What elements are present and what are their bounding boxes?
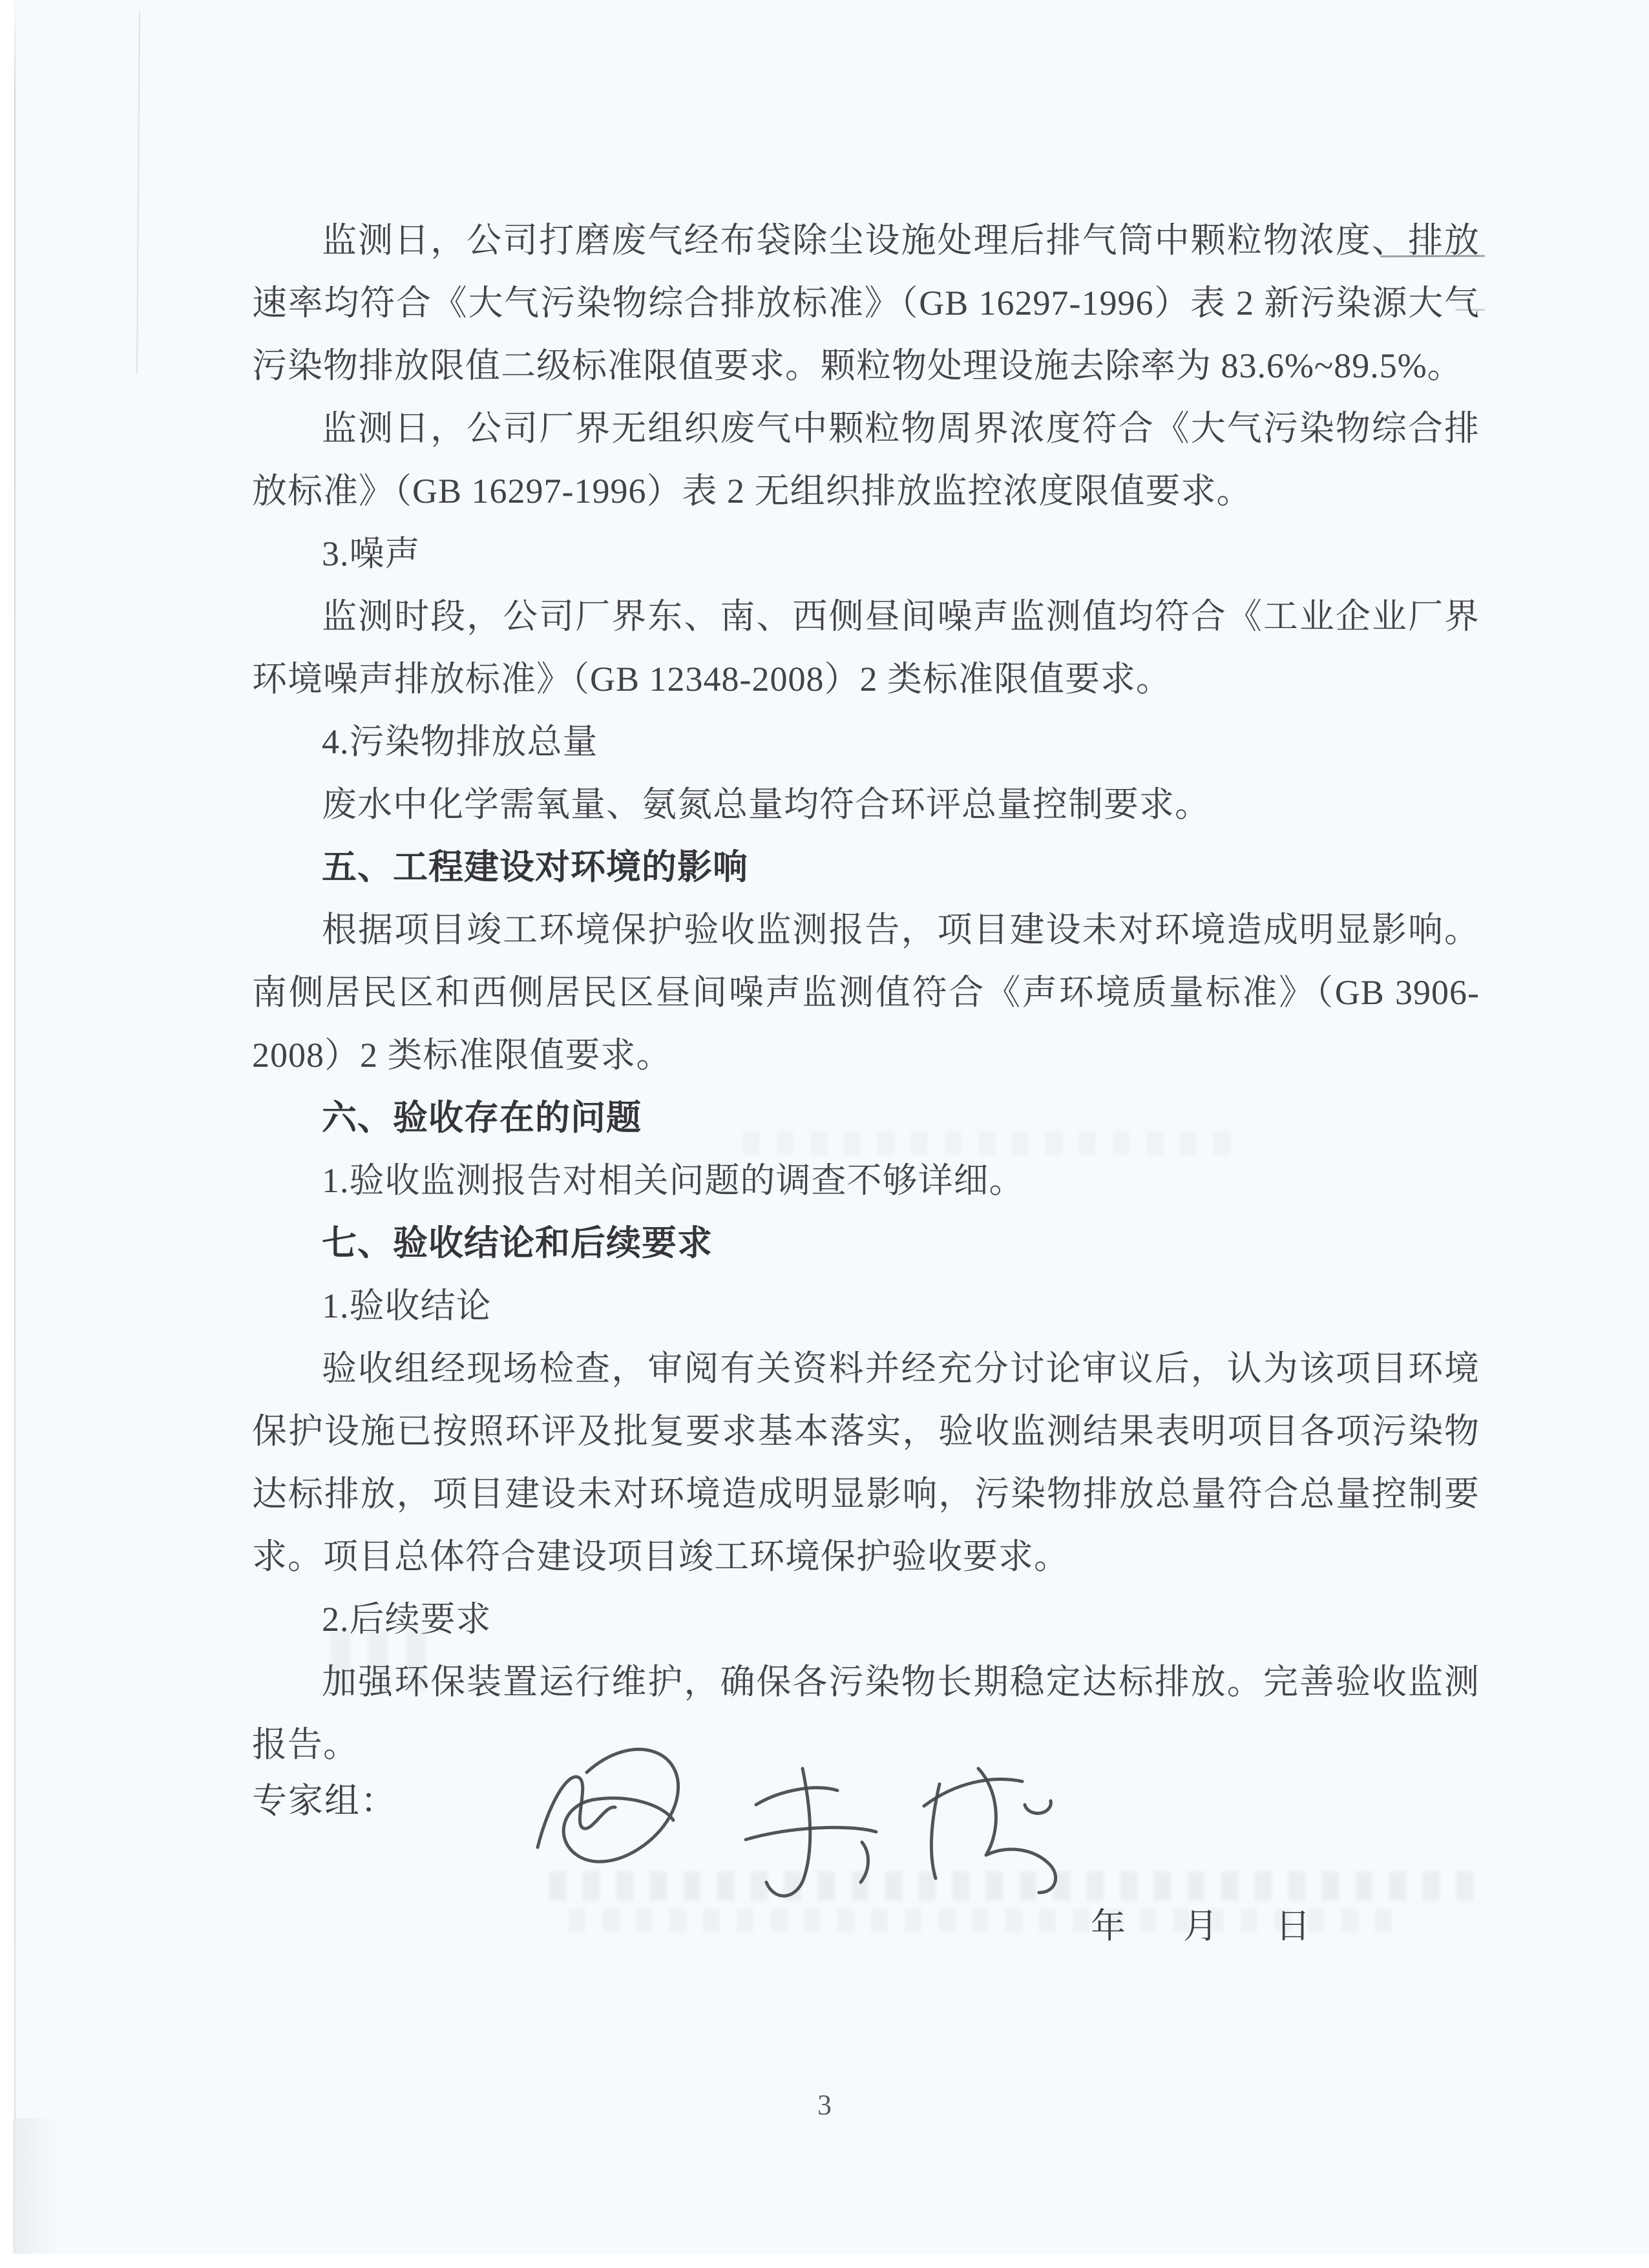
paragraph: 废水中化学需氧量、氨氮总量均符合环评总量控制要求。 (322, 785, 1210, 824)
page-number: 3 (817, 2089, 832, 2121)
section-heading: 七、验收结论和后续要求 (322, 1224, 713, 1263)
handwritten-signature-2 (746, 1769, 876, 1896)
list-item: 2.后续要求 (322, 1600, 492, 1639)
date-line (1091, 1898, 1310, 1948)
paragraph: 监测日，公司厂界无组织废气中颗粒物周界浓度符合《大气污染物综合排放标准》（GB 16297-1996）表 2 无组织排放监控浓度限值要求。 (252, 409, 1480, 510)
scan-shadow-smudge (13, 2118, 62, 2255)
paragraph: 监测时段，公司厂界东、南、西侧昼间噪声监测值均符合《工业企业厂界环境噪声排放标准》（GB 12348-2008）2 类标准限值要求。 (252, 597, 1480, 698)
paragraph: 根据项目竣工环境保护验收监测报告，项目建设未对环境造成明显影响。南侧居民区和西侧居民区昼间噪声监测值符合《声环境质量标准》（GB 3906-2008）2 类标准限值要求。 (252, 910, 1480, 1075)
list-item: 3.噪声 (322, 534, 421, 573)
paragraph: 加强环保装置运行维护，确保各污染物长期稳定达标排放。完善验收监测报告。 (252, 1663, 1480, 1764)
signatures-area (510, 1709, 1092, 1922)
list-item: 4.污染物排放总量 (322, 722, 598, 761)
text-column (252, 209, 1480, 1776)
list-item: 1.验收监测报告对相关问题的调查不够详细。 (322, 1161, 1025, 1200)
section-heading: 六、验收存在的问题 (322, 1098, 642, 1137)
paper-crease-line (136, 12, 140, 373)
date-month-label: 月 (1183, 1907, 1218, 1946)
section-heading: 五、工程建设对环境的影响 (322, 848, 748, 887)
scanner-bottom-margin (0, 2254, 1649, 2268)
paragraph: 验收组经现场检查，审阅有关资料并经充分讨论审议后，认为该项目环境保护设施已按照环评及批复要求基本落实，验收监测结果表明项目各项污染物达标排放，项目建设未对环境造成明显影响，污染物排放总量符合总量控制要求。项目总体符合建设项目竣工环境保护验收要求。 (252, 1349, 1480, 1576)
paper-edge-line (14, 0, 16, 2268)
paragraph: 监测日，公司打磨废气经布袋除尘设施处理后排气筒中颗粒物浓度、排放速率均符合《大气污染物综合排放标准》（GB 16297-1996）表 2 新污染源大气污染物排放限值二级标准限值要求。颗粒物处理设施去除率为 83.6%~89.5%。 (252, 221, 1480, 385)
date-year-label: 年 (1091, 1907, 1126, 1946)
expert-group-label: 专家组： (252, 1781, 397, 1820)
list-item: 1.验收结论 (322, 1286, 492, 1325)
handwritten-signature-3 (924, 1769, 1056, 1893)
date-day-label: 日 (1276, 1907, 1310, 1946)
handwritten-signature-1 (538, 1749, 678, 1862)
scanner-left-margin (0, 0, 14, 2268)
